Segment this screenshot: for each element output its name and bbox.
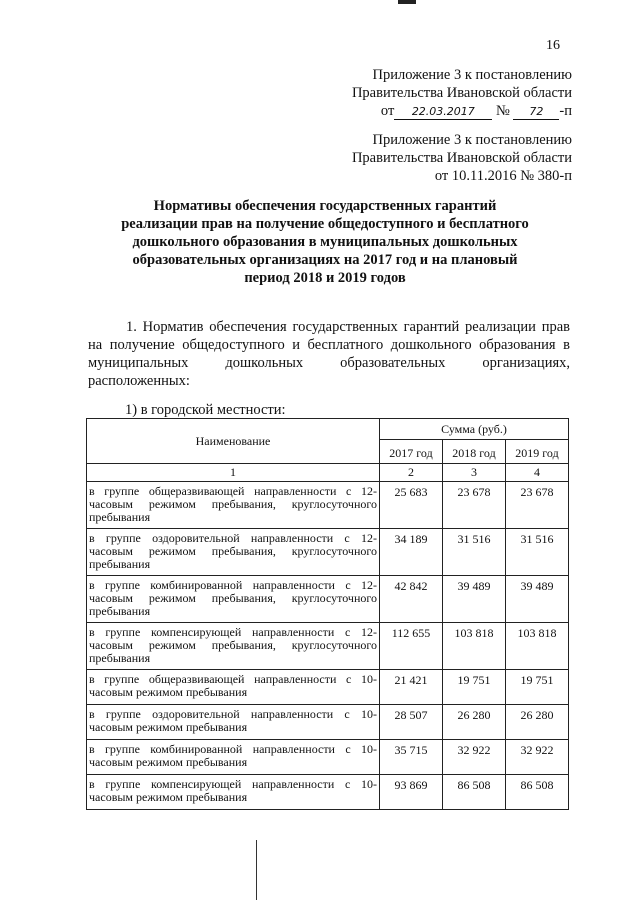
row-name: в группе общеразвивающей направленности с 10-часовым режимом пребывания [87, 670, 380, 705]
document-title [100, 197, 550, 287]
title-line2: реализации прав на получение общедоступного и бесплатного [121, 216, 529, 232]
title-line1: Нормативы обеспечения государственных гарантий [153, 198, 497, 214]
col-number: 3 [443, 464, 506, 482]
row-name: в группе общеразвивающей направленности с 12-часовым режимом пребывания, круглосуточного пребывания [87, 482, 380, 529]
scan-mark [398, 0, 416, 4]
row-name: в группе компенсирующей направленности с 12-часовым режимом пребывания, круглосуточного пребывания [87, 623, 380, 670]
value-2017: 21 421 [380, 670, 443, 705]
value-2019: 103 818 [506, 623, 569, 670]
value-2019: 32 922 [506, 740, 569, 775]
header-year-2019: 2019 год [506, 440, 569, 464]
value-2017: 35 715 [380, 740, 443, 775]
table-row [87, 705, 569, 740]
table-row [87, 623, 569, 670]
value-2017: 34 189 [380, 529, 443, 576]
annex-previous-line1: Приложение 3 к постановлению [372, 132, 572, 148]
table-row [87, 740, 569, 775]
value-2018: 26 280 [443, 705, 506, 740]
table-row [87, 670, 569, 705]
value-2017: 112 655 [380, 623, 443, 670]
value-2018: 19 751 [443, 670, 506, 705]
table-row [87, 529, 569, 576]
annex-suffix: -п [559, 103, 572, 119]
value-2018: 86 508 [443, 775, 506, 810]
annex-previous [352, 131, 572, 185]
table-row [87, 775, 569, 810]
row-name: в группе комбинированной направленности с 12-часовым режимом пребывания, круглосуточного пребывания [87, 576, 380, 623]
value-2018: 39 489 [443, 576, 506, 623]
value-2019: 39 489 [506, 576, 569, 623]
value-2018: 103 818 [443, 623, 506, 670]
row-name: в группе комбинированной направленности с 10-часовым режимом пребывания [87, 740, 380, 775]
row-name: в группе оздоровительной направленности с 10-часовым режимом пребывания [87, 705, 380, 740]
row-name: в группе оздоровительной направленности с 12-часовым режимом пребывания, круглосуточного пребывания [87, 529, 380, 576]
header-name: Наименование [87, 419, 380, 464]
value-2019: 31 516 [506, 529, 569, 576]
value-2017: 28 507 [380, 705, 443, 740]
value-2018: 31 516 [443, 529, 506, 576]
annex-current-line1: Приложение 3 к постановлению [372, 67, 572, 83]
row-name: в группе компенсирующей направленности с 10-часовым режимом пребывания [87, 775, 380, 810]
value-2019: 19 751 [506, 670, 569, 705]
handwritten-date: 22.03.2017 [394, 105, 492, 120]
title-line4: образовательных организациях на 2017 год и на плановый [132, 252, 518, 268]
annex-current [352, 66, 572, 120]
table-row [87, 576, 569, 623]
annex-number-prefix: № [495, 103, 510, 119]
annex-current-line3 [352, 102, 572, 120]
value-2017: 93 869 [380, 775, 443, 810]
value-2019: 86 508 [506, 775, 569, 810]
annex-previous-line2: Правительства Ивановской области [351, 150, 572, 166]
value-2019: 23 678 [506, 482, 569, 529]
annex-from-prefix: от [380, 103, 395, 119]
norms-table [86, 418, 569, 810]
annex-current-line2: Правительства Ивановской области [351, 85, 572, 101]
col-number: 2 [380, 464, 443, 482]
col-number: 4 [506, 464, 569, 482]
value-2017: 42 842 [380, 576, 443, 623]
annex-previous-line3: от 10.11.2016 № 380-п [434, 168, 572, 184]
page-number: 16 [546, 38, 560, 53]
header-sum: Сумма (руб.) [380, 419, 569, 440]
header-year-2017: 2017 год [380, 440, 443, 464]
paragraph-1: 1. Норматив обеспечения государственных гарантий реализации прав на получение общедоступного и бесплатного дошкольного образования в муниципальных дошкольных образовательных организациях, расположенных: [88, 319, 570, 389]
subheading-urban: 1) в городской местности: [125, 402, 286, 418]
value-2019: 26 280 [506, 705, 569, 740]
value-2017: 25 683 [380, 482, 443, 529]
title-line3: дошкольного образования в муниципальных дошкольных [132, 234, 518, 250]
value-2018: 32 922 [443, 740, 506, 775]
col-number: 1 [87, 464, 380, 482]
handwritten-number: 72 [513, 105, 559, 120]
header-year-2018: 2018 год [443, 440, 506, 464]
value-2018: 23 678 [443, 482, 506, 529]
title-line5: период 2018 и 2019 годов [244, 270, 406, 286]
table-row [87, 482, 569, 529]
scan-line [256, 840, 257, 900]
